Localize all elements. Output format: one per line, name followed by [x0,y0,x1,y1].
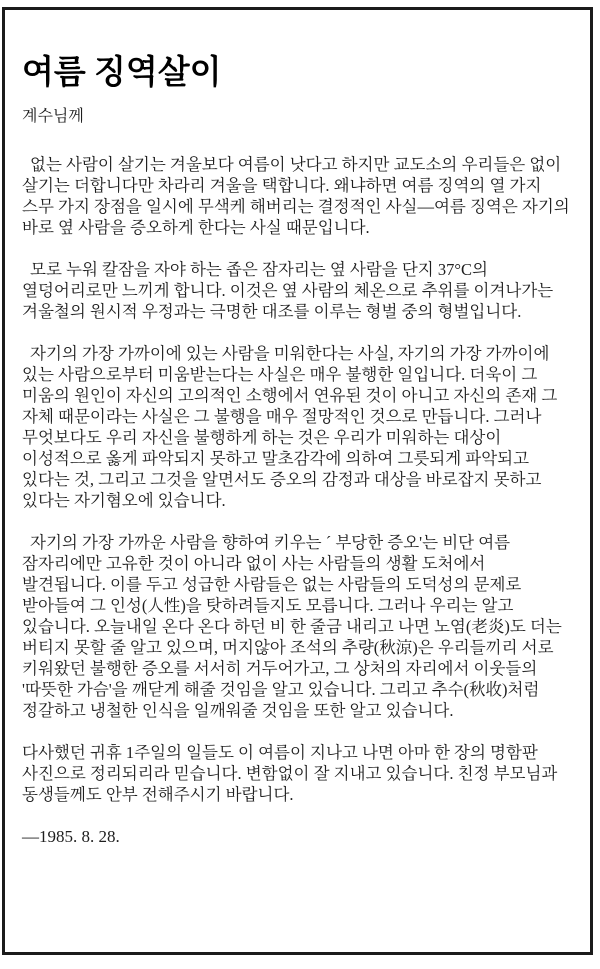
letter-paragraph: 다사했던 귀휴 1주일의 일들도 이 여름이 지나고 나면 아마 한 장의 명함판 사진으로 정리되리라 믿습니다. 변함없이 잘 지내고 있습니다. 친정 부모님과 동생들께도 안부 전해주시기 바랍니다. [22,743,558,805]
letter-paragraph: 모로 누워 칼잠을 자야 하는 좁은 잠자리는 옆 사람을 단지 37°C의 열덩어리로만 느끼게 합니다. 이것은 옆 사람의 체온으로 추위를 이겨나가는 겨울철의 원시적 우정과는 극명한 대조를 이루는 형벌 중의 형벌입니다. [22,260,554,322]
letter-salutation: 계수님께 [22,108,84,126]
letter-paragraph: 없는 사람이 살기는 겨울보다 여름이 낫다고 하지만 교도소의 우리들은 없이 살기는 더합니다만 차라리 겨울을 택합니다. 왜냐하면 여름 징역의 열 가지 스무 가지 장점을 일시에 무색케 해버리는 결정적인 사실—여름 징역은 자기의 바로 옆 사람을 증오하게 한다는 사실 때문입니다. [22,155,570,238]
letter [5,10,590,952]
letter-paragraph: 자기의 가장 가까운 사람을 향하여 키우는 ´ 부당한 증오'는 비단 여름 잠자리에만 고유한 것이 아니라 없이 사는 사람들의 생활 도처에서 발견됩니다. 이를 두고 성급한 사람들은 없는 사람들의 도덕성의 문제로 받아들여 그 인성(人性)을 탓하려들지도 모릅니다. 그러나 우리는 알고 있습니다. 오늘내일 온다 온다 하던 비 한 줄금 내리고 나면 노염(老炎)도 더는 버티지 못할 줄 알고 있으며, 머지않아 조석의 추량(秋涼)은 우리들끼리 서로 키워왔던 불행한 증오를 서서히 거두어가고, 그 상처의 자리에서 이웃들의 '따뜻한 가슴'을 깨닫게 해줄 것임을 알고 있습니다. 그리고 추수(秋收)처럼 정갈하고 냉철한 인식을 일깨워줄 것임을 또한 알고 있습니다. [22,533,562,721]
letter-title: 여름 징역살이 [22,55,222,91]
letter-paragraph: 자기의 가장 가까이에 있는 사람을 미워한다는 사실, 자기의 가장 가까이에 있는 사람으로부터 미움받는다는 사실은 매우 불행한 일입니다. 더욱이 그 미움의 원인이 자신의 고의적인 소행에서 연유된 것이 아니고 자신의 존재 그 자체 때문이라는 사실은 그 불행을 매우 절망적인 것으로 만듭니다. 그러나 무엇보다도 우리 자신을 불행하게 하는 것은 우리가 미워하는 대상이 이성적으로 옳게 파악되지 못하고 말초감각에 의하여 그릇되게 파악되고 있다는 것, 그리고 그것을 알면서도 증오의 감정과 대상을 바로잡지 못하고 있다는 자기혐오에 있습니다. [22,344,558,511]
letter-date: —1985. 8. 28. [22,827,120,847]
page-border [2,7,593,955]
